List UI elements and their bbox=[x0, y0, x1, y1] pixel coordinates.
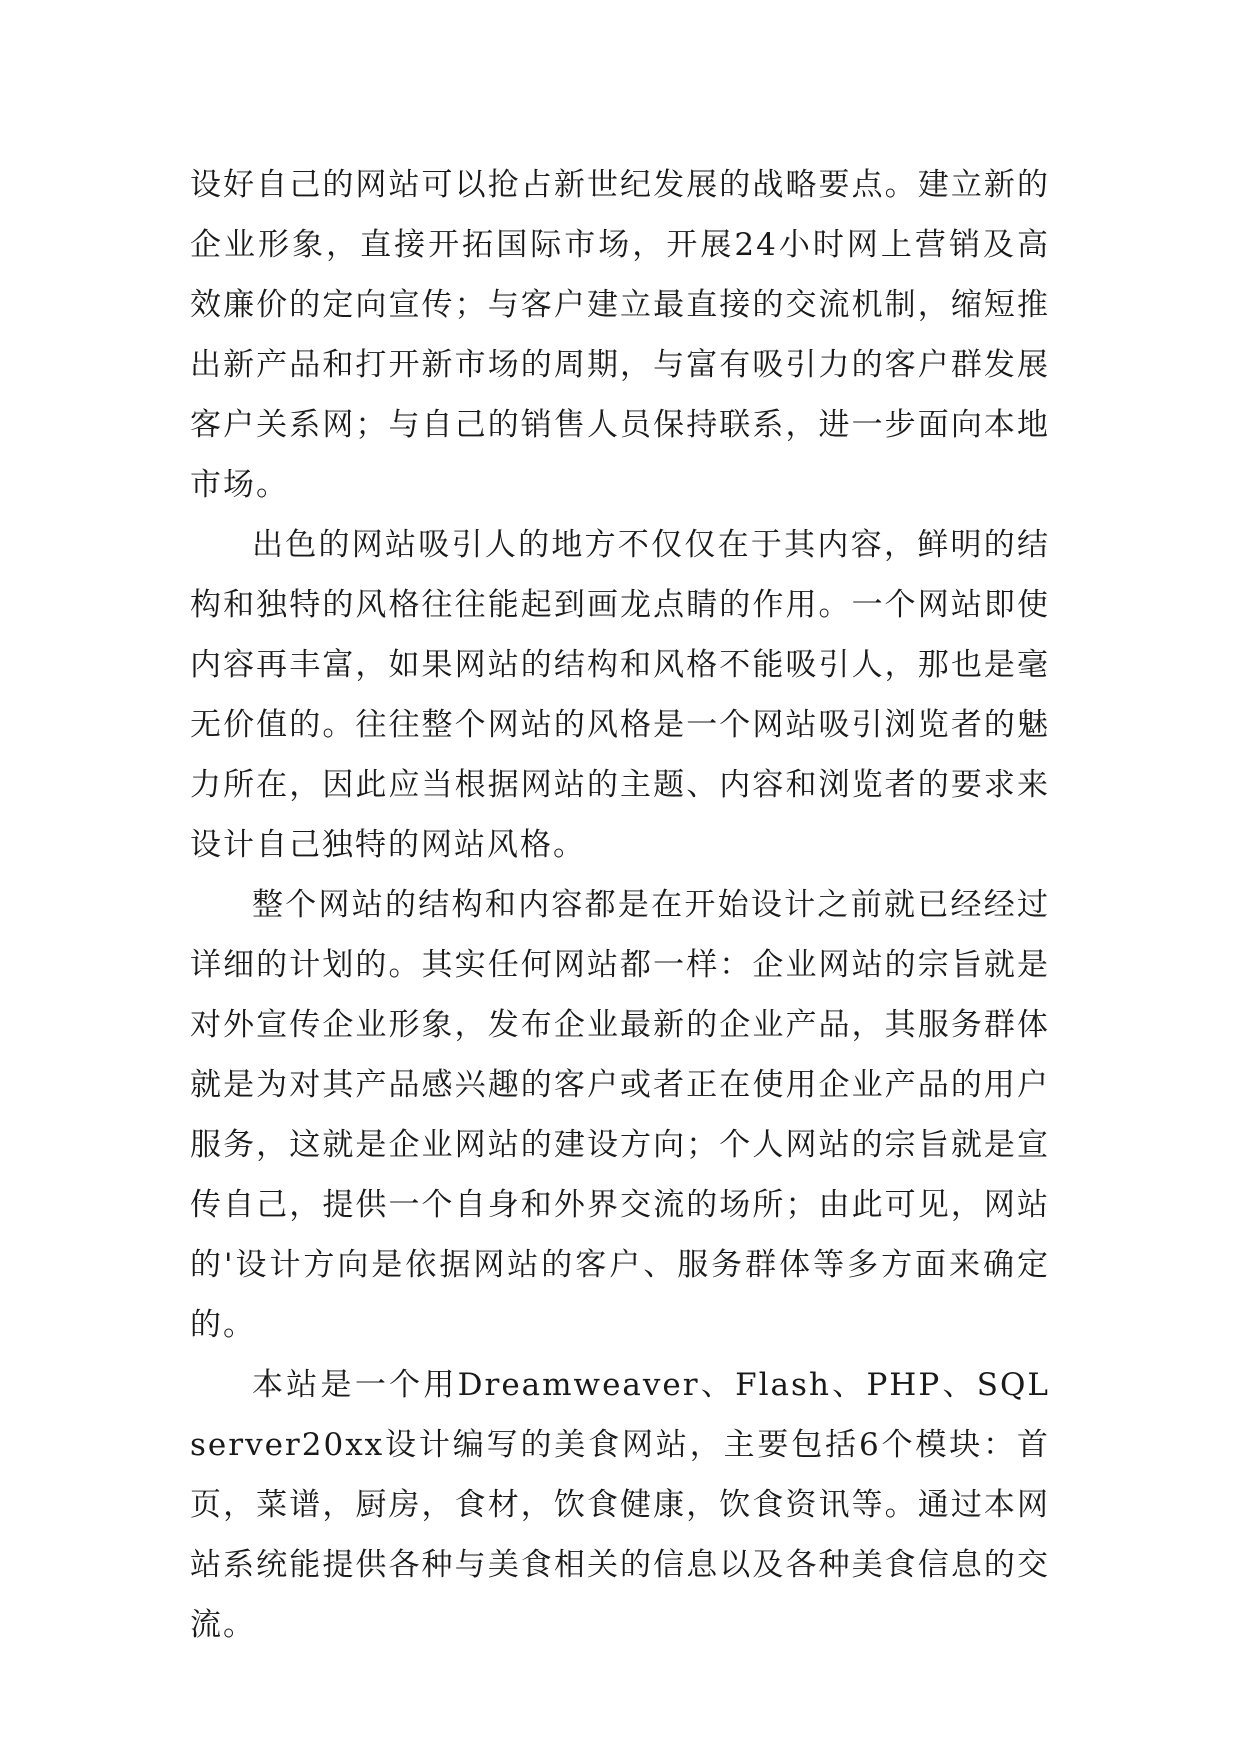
paragraph-3: 整个网站的结构和内容都是在开始设计之前就已经经过详细的计划的。其实任何网站都一样：企业网站的宗旨就是对外宣传企业形象，发布企业最新的企业产品，其服务群体就是为对其产品感兴趣的客户或者正在使用企业产品的用户服务，这就是企业网站的建设方向；个人网站的宗旨就是宣传自己，提供一个自身和外界交流的场所；由此可见，网站的'设计方向是依据网站的客户、服务群体等多方面来确定的。 bbox=[190, 887, 1050, 1343]
paragraph-1: 设好自己的网站可以抢占新世纪发展的战略要点。建立新的企业形象，直接开拓国际市场，开展24小时网上营销及高效廉价的定向宣传；与客户建立最直接的交流机制，缩短推出新产品和打开新市场的周期，与富有吸引力的客户群发展客户关系网；与自己的销售人员保持联系，进一步面向本地市场。 bbox=[190, 167, 1050, 503]
paragraph-2: 出色的网站吸引人的地方不仅仅在于其内容，鲜明的结构和独特的风格往往能起到画龙点睛的作用。一个网站即使内容再丰富，如果网站的结构和风格不能吸引人，那也是毫无价值的。往往整个网站的风格是一个网站吸引浏览者的魅力所在，因此应当根据网站的主题、内容和浏览者的要求来设计自己独特的网站风格。 bbox=[190, 527, 1050, 863]
document-body bbox=[190, 155, 1050, 1655]
paragraph-4: 本站是一个用Dreamweaver、Flash、PHP、SQL server20xx设计编写的美食网站，主要包括6个模块：首页，菜谱，厨房，食材，饮食健康，饮食资讯等。通过本网站系统能提供各种与美食相关的信息以及各种美食信息的交流。 bbox=[190, 1367, 1050, 1643]
